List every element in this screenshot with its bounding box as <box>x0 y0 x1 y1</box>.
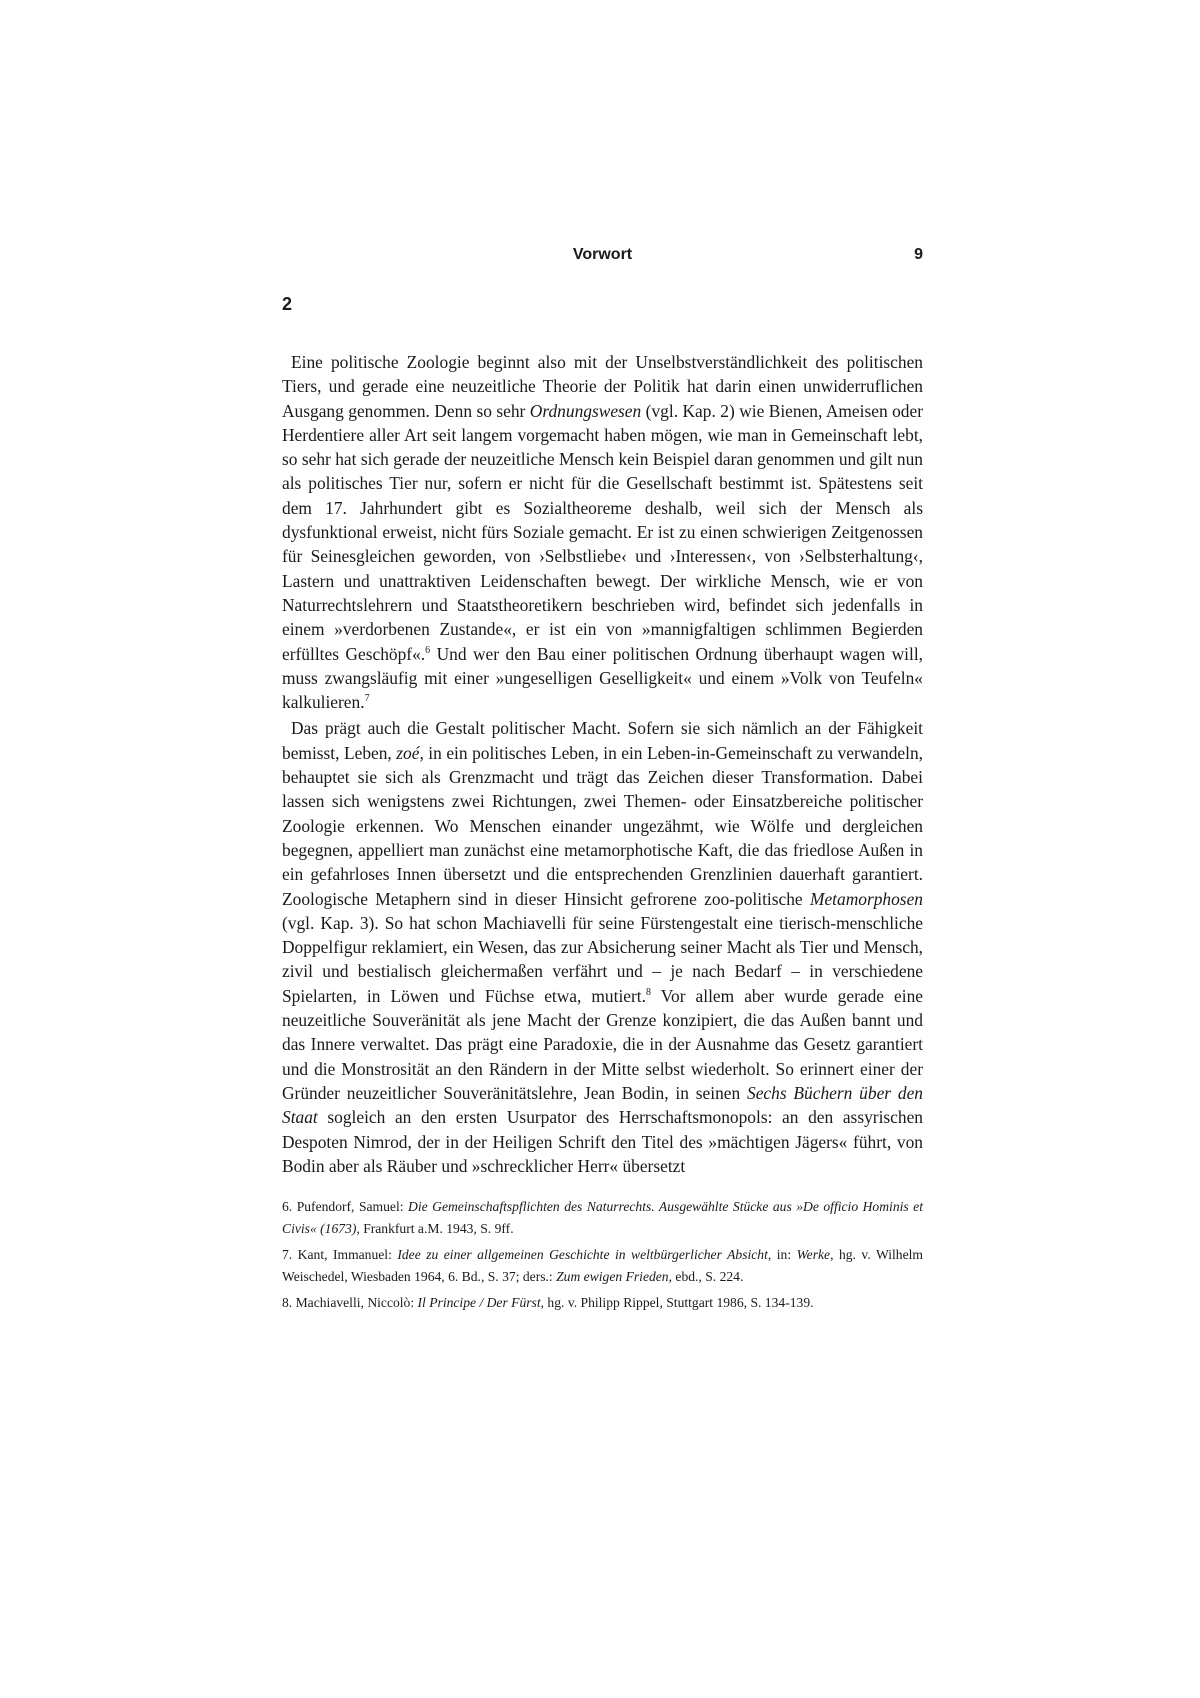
running-head <box>282 246 923 270</box>
italic-text: Il Principe / Der Fürst <box>417 1295 541 1311</box>
book-page <box>282 246 923 1318</box>
italic-text: Die Gemeinschaftspflichten des Naturrechts. Ausgewählte Stücke aus »De officio Hominis et Civis« (1673) <box>282 1199 923 1237</box>
footnote: 7. Kant, Immanuel: Idee zu einer allgemeinen Geschichte in weltbürgerlicher Absicht, in: Werke, hg. v. Wilhelm Weischedel, Wiesbaden 1964, 6. Bd., S. 37; ders.: Zum ewigen Frieden, ebd., S. 224. <box>282 1247 923 1285</box>
italic-text: Ordnungswesen <box>529 400 642 421</box>
italic-text: zoé <box>396 742 420 763</box>
italic-text: Werke <box>796 1247 831 1263</box>
footnote: 6. Pufendorf, Samuel: Die Gemeinschaftspflichten des Naturrechts. Ausgewählte Stücke aus »De officio Hominis et Civis« (1673), Frankfurt a.M. 1943, S. 9ff. <box>282 1199 923 1237</box>
italic-text: Metamorphosen <box>809 888 923 909</box>
paragraph: Eine politische Zoologie beginnt also mit der Unselbstverständlichkeit des politischen Tiers, und gerade eine neuzeitliche Theorie der Politik hat darin einen unwiderruflichen Ausgang genommen. Denn so sehr Ordnungswesen (vgl. Kap. 2) wie Bienen, Ameisen oder Herdentiere aller Art seit langem vorgemacht haben mögen, wie man in Gemeinschaft lebt, so sehr hat sich gerade der neuzeitliche Mensch kein Beispiel daran genommen und gilt nun als politisches Tier nur, sofern er nicht für die Gesellschaft bestimmt ist. Spätestens seit dem 17. Jahrhundert gibt es Sozialtheoreme deshalb, weil sich der Mensch als dysfunktional erweist, nicht fürs Soziale gemacht. Er ist zu einen schwierigen Zeitgenossen für Seinesgleichen geworden, von ›Selbstliebe‹ und ›Interessen‹, von ›Selbsterhaltung‹, Lastern und unattraktiven Leidenschaften bewegt. Der wirkliche Mensch, wie er von Naturrechtslehrern und Staatstheoretikern beschrieben wird, befindet sich jedenfalls in einem »verdorbenen Zustande«, er ist ein von »mannigfaltigen schlimmen Begierden erfülltes Geschöpf«.$^6$ Und wer den Bau einer politischen Ordnung überhaupt wagen will, muss zwangsläufig mit einer »ungeselligen Geselligkeit« und einem »Volk von Teufeln« kalkulieren.$^7$ <box>282 352 924 713</box>
italic-text: Idee zu einer allgemeinen Geschichte in weltbürgerlicher Absicht <box>397 1247 768 1263</box>
page-number: 9 <box>914 246 923 263</box>
footnote-ref: 8 <box>645 986 651 998</box>
footnotes <box>282 1196 923 1314</box>
italic-text: Zum ewigen Frieden <box>556 1269 669 1285</box>
paragraph: Das prägt auch die Gestalt politischer Macht. Sofern sie sich nämlich an der Fähigkeit bemisst, Leben, zoé, in ein politisches Leben, in ein Leben-in-Gemeinschaft zu verwandeln, behauptet sie sich als Grenzmacht und trägt das Zeichen dieser Transformation. Dabei lassen sich wenigstens zwei Richtungen, zwei Themen- oder Einsatzbereiche politischer Zoologie erkennen. Wo Menschen einander ungezähmt, wie Wölfe und dergleichen begegnen, appelliert man zunächst eine metamorphotische Kaft, die das friedlose Außen in ein gefahrloses Innen übersetzt und die entsprechenden Grenzlinien dauerhaft garantiert. Zoologische Metaphern sind in dieser Hinsicht gefrorene zoo-politische Metamorphosen (vgl. Kap. 3). So hat schon Machiavelli für seine Fürstengestalt eine tierisch-menschliche Doppelfigur reklamiert, ein Wesen, das zur Absicherung seiner Macht als Tier und Mensch, zivil und bestialisch gleichermaßen verfährt und – je nach Bedarf – in verschiedene Spielarten, in Löwen und Füchse etwa, mutiert.$^8$ Vor allem aber wurde gerade eine neuzeitliche Souveränität als jene Macht der Grenze konzipiert, die das Außen bannt und das Innere verwaltet. Das prägt eine Paradoxie, die in der Ausnahme das Gesetz garantiert und die Monstrosität an den Rändern in der Mitte selbst wiederholt. So erinnert einer der Gründer neuzeitlicher Souveränitätslehre, Jean Bodin, in seinen Sechs Büchern über den Staat sogleich an den ersten Usurpator des Herrschaftsmonopols: an den assyrischen Despoten Nimrod, der in der Heiligen Schrift den Titel des »mächtigen Jägers« führt, von Bodin aber als Räuber und »schrecklicher Herr« übersetzt <box>282 718 923 1176</box>
running-head-title: Vorwort <box>572 246 633 263</box>
footnote-ref: 7 <box>364 693 370 705</box>
section-number: 2 <box>282 294 293 314</box>
footnote: 8. Machiavelli, Niccolò: Il Principe / Der Fürst, hg. v. Philipp Rippel, Stuttgart 1986, S. 134-139. <box>282 1295 814 1311</box>
footnote-ref: 6 <box>425 644 431 656</box>
body-text <box>282 350 923 1178</box>
italic-text: Sechs Büchern über den Staat <box>282 1082 923 1128</box>
